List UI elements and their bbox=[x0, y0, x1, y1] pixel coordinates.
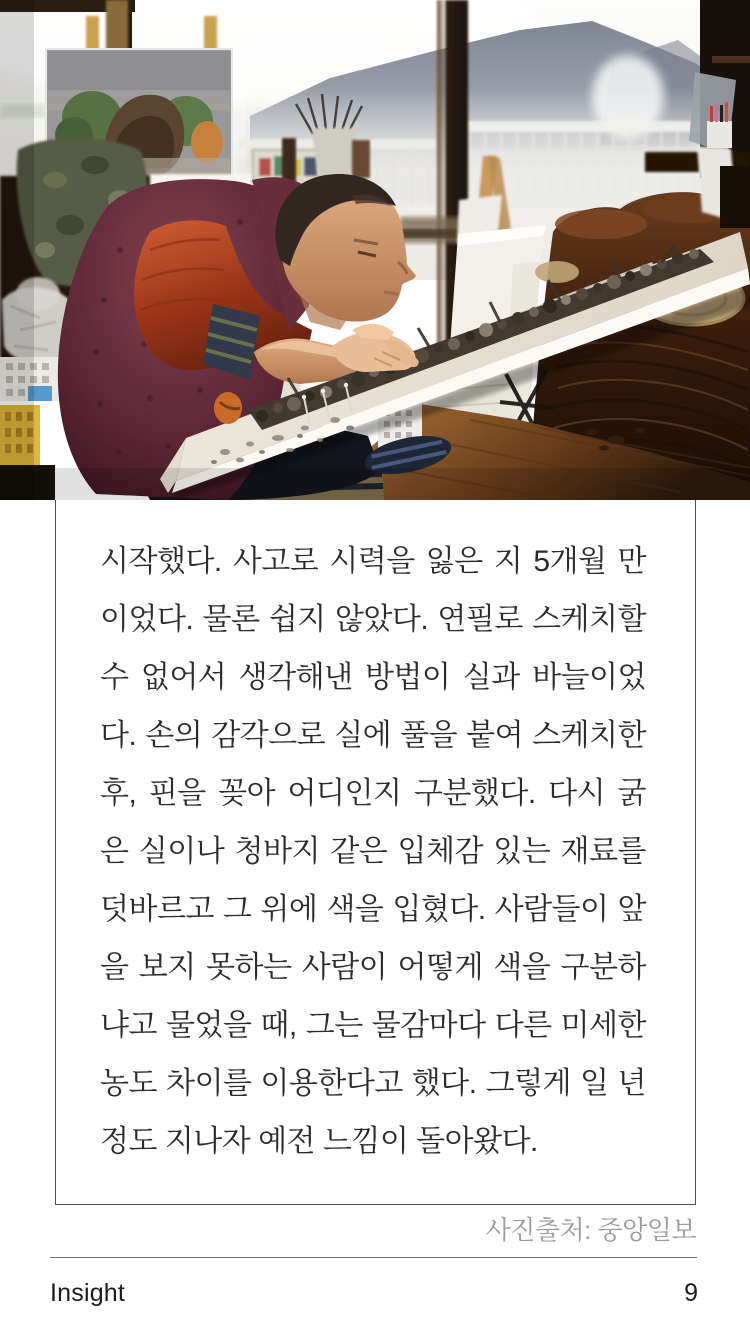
photo-orange-object bbox=[214, 392, 242, 424]
article-paragraph: 시작했다. 사고로 시력을 잃은 지 5개월 만이었다. 물론 쉽지 않았다. 연필로 스케치할 수 없어서 생각해낸 방법이 실과 바늘이었다. 손의 감각으로 실에 풀을 붙여 스케치한 후, 핀을 꽂아 어디인지 구분했다. 다시 굵은 실이나 청바지 같은 입체감 있는 재료를 덧바르고 그 위에 색을 입혔다. 사람들이 앞을 보지 못하는 사람이 어떻게 색을 구분하냐고 물었을 때, 그는 물감마다 다른 미세한 농도 차이를 이용한다고 했다. 그렇게 일 년 정도 지나자 예전 느낌이 돌아왔다. bbox=[100, 545, 646, 1158]
page-number: 9 bbox=[684, 1279, 698, 1307]
article-photo bbox=[0, 0, 750, 500]
brand-label: Insight bbox=[50, 1279, 126, 1307]
article-text-card bbox=[55, 500, 696, 1205]
footer bbox=[50, 1279, 698, 1308]
footer-divider bbox=[50, 1257, 697, 1258]
photo-credit: 사진출처: 중앙일보 bbox=[485, 1215, 696, 1245]
